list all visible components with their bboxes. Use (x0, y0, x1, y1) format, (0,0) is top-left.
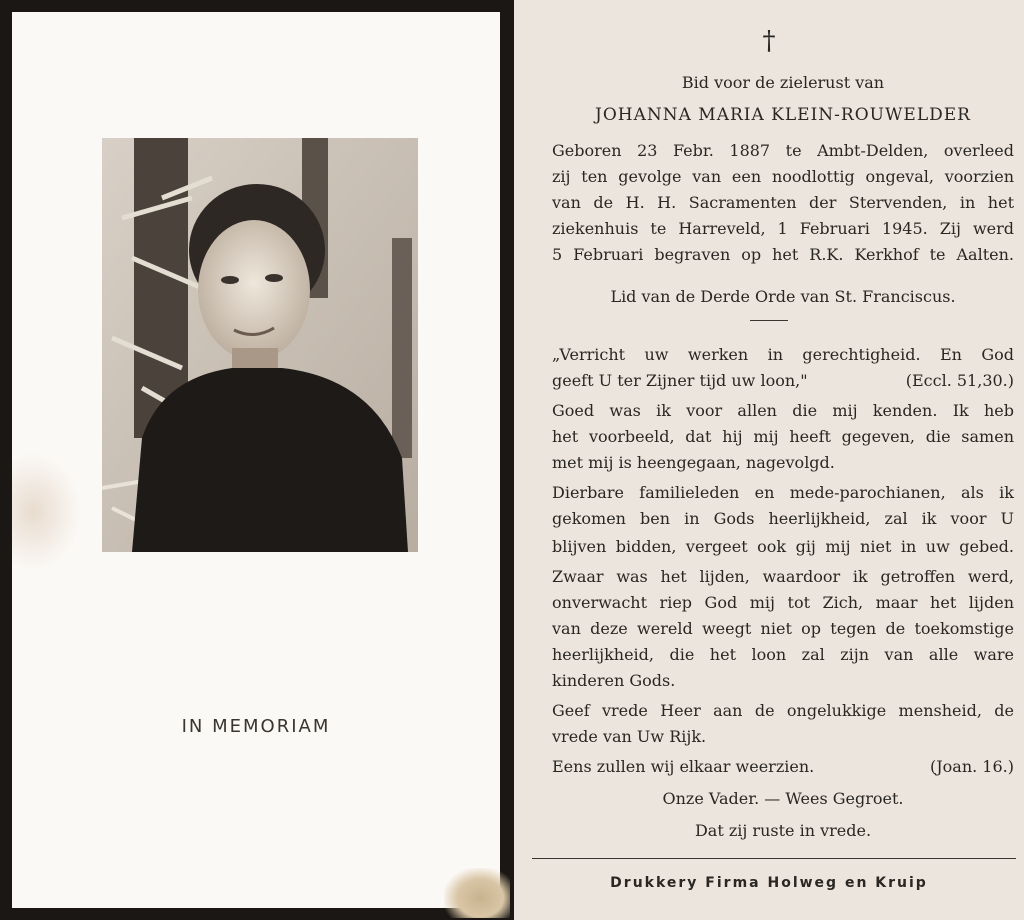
portrait-photo (102, 138, 418, 552)
bio-line: ziekenhuis te Harreveld, 1 Februari 1945. Zij werd (552, 219, 1014, 238)
paragraph-line: Goed was ik voor allen die mij kenden. Ik heb (552, 401, 1014, 420)
front-card (12, 12, 500, 908)
closing-line (552, 756, 1014, 778)
quote-text: geeft U ter Zijner tijd uw loon," (552, 371, 808, 390)
paragraph-line: met mij is heengegaan, nagevolgd. (552, 453, 835, 472)
paragraph-line: heerlijkheid, die het loon zal zijn van alle ware (552, 645, 1014, 664)
portrait-image (102, 138, 418, 552)
paragraph-line: gekomen ben in Gods heerlijkheid, zal ik voor U (552, 509, 1014, 528)
divider (750, 320, 788, 321)
paragraph-line: van deze wereld weegt niet op tegen de toekomstige (552, 619, 1014, 638)
quote-line (552, 370, 1014, 392)
quote-reference: (Eccl. 51,30.) (905, 371, 1014, 390)
bio-line: van de H. H. Sacramenten der Stervenden, in het (552, 193, 1014, 212)
paper-stain (12, 452, 82, 572)
printer-credit: Drukkery Firma Holweg en Kruip (610, 875, 928, 891)
closing-text: Eens zullen wij elkaar weerzien. (552, 757, 815, 776)
closing-reference: (Joan. 16.) (930, 757, 1014, 776)
order-text: Lid van de Derde Orde van St. Franciscus. (610, 287, 956, 306)
intro-text: Bid voor de zielerust van (681, 73, 885, 92)
bio-line: zij ten gevolge van een noodlottig ongeval, voorzien (552, 167, 1014, 186)
paragraph-line: Zwaar was het lijden, waardoor ik getroffen werd, (552, 567, 1014, 586)
prayer-text: Onze Vader. — Wees Gegroet. (662, 789, 904, 808)
paragraph-line: blijven bidden, vergeet ook gij mij niet in uw gebed. (552, 537, 1014, 556)
paragraph-line: vrede van Uw Rijk. (552, 727, 707, 746)
paragraph-line: Dierbare familieleden en mede-parochianen, als ik (552, 483, 1014, 502)
in-memoriam-heading: IN MEMORIAM (181, 716, 331, 737)
paper-stain (444, 868, 510, 918)
quote-line: „Verricht uw werken in gerechtigheid. En God (552, 345, 1014, 364)
deceased-name: JOHANNA MARIA KLEIN-ROUWELDER (595, 105, 971, 125)
paragraph-line: het voorbeeld, dat hij mij heeft gegeven, die samen (552, 427, 1014, 446)
back-card (514, 0, 1024, 920)
bio-line: 5 Februari begraven op het R.K. Kerkhof te Aalten. (552, 245, 1014, 264)
paragraph-line: kinderen Gods. (552, 671, 676, 690)
rest-text: Dat zij ruste in vrede. (694, 821, 872, 840)
paragraph-line: onverwacht riep God mij tot Zich, maar het lijden (552, 593, 1014, 612)
paragraph-line: Geef vrede Heer aan de ongelukkige mensheid, de (552, 701, 1014, 720)
cross-icon: † (762, 26, 776, 56)
footer-divider (532, 858, 1016, 859)
bio-line: Geboren 23 Febr. 1887 te Ambt-Delden, overleed (552, 141, 1014, 160)
